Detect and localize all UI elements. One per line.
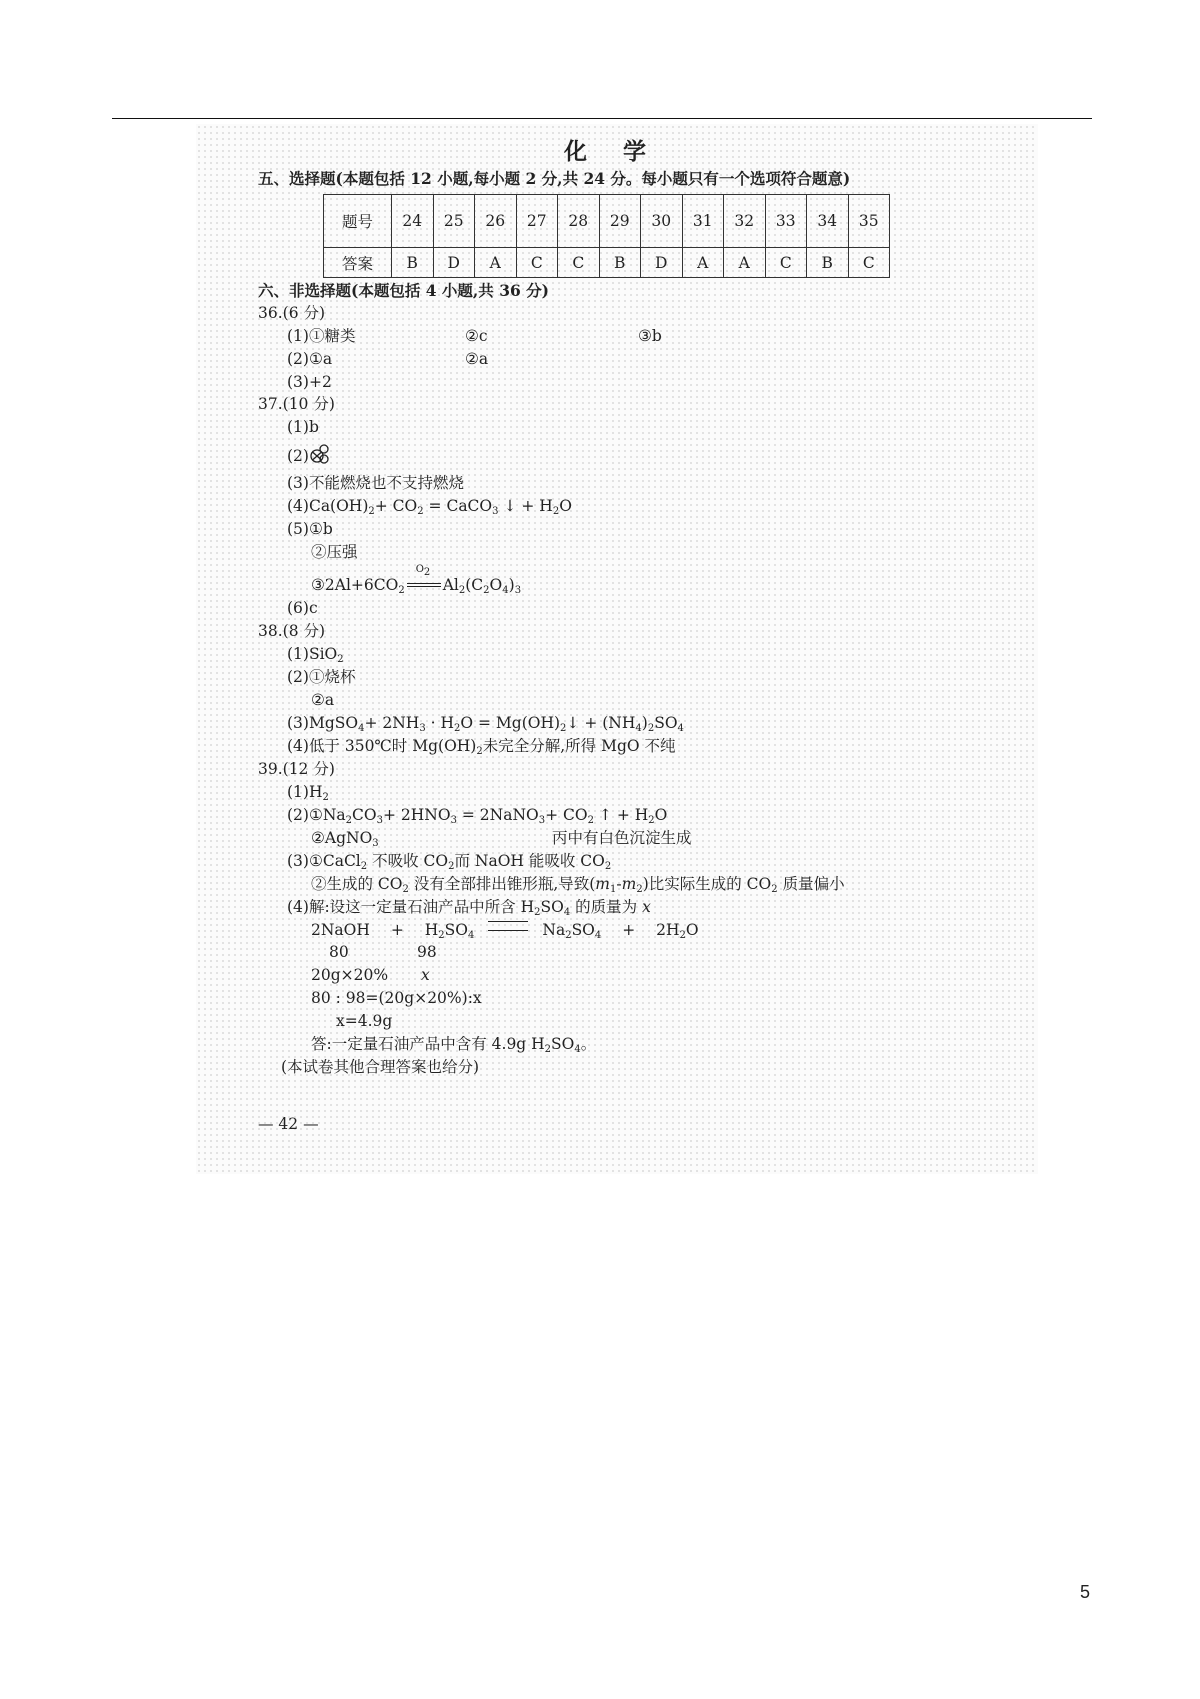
text-part: SO xyxy=(551,1035,575,1053)
text-part: + CO xyxy=(545,806,588,824)
subscript: 2 xyxy=(417,506,424,517)
q39-line2c: 丙中有白色沉淀生成 xyxy=(552,829,692,847)
q37-line6: (6)c xyxy=(287,599,318,617)
text-part: O xyxy=(685,921,699,939)
q39-line3 xyxy=(287,851,611,871)
subscript: 2 xyxy=(458,585,466,596)
subscript: 2 xyxy=(448,861,455,872)
text-part: 的质量为 xyxy=(575,898,638,916)
table-cell: 28 xyxy=(558,195,600,248)
subscript: 2 xyxy=(679,930,686,941)
subscript: 3 xyxy=(492,506,499,517)
text-part: = CaCO xyxy=(428,497,493,515)
table-cell: D xyxy=(641,248,683,278)
text-part: + CO xyxy=(374,497,418,515)
equals-sign xyxy=(488,921,528,931)
condition-label xyxy=(415,564,431,578)
q37-line1: (1)b xyxy=(287,418,319,436)
text-part: ②AgNO xyxy=(311,829,373,847)
subscript: 2 xyxy=(483,585,490,596)
q36-line1b: ②c xyxy=(465,327,488,345)
q39-line4 xyxy=(287,897,651,917)
table-cell: A xyxy=(682,248,724,278)
text-part: O xyxy=(559,497,572,515)
q36-line1a: (1)①糖类 xyxy=(287,327,356,345)
q38-line2: (2)①烧杯 xyxy=(287,668,356,686)
subscript: 4 xyxy=(574,1044,581,1055)
table-cell: C xyxy=(558,248,600,278)
table-cell: 30 xyxy=(641,195,683,248)
table-cell: B xyxy=(807,248,849,278)
text-part: 2H xyxy=(656,921,680,939)
table-cell: B xyxy=(599,248,641,278)
subscript: 2 xyxy=(647,723,655,734)
subscript: 3 xyxy=(372,838,379,849)
q36-line2b: ②a xyxy=(465,350,489,368)
subscript: 2 xyxy=(360,861,368,872)
subscript: 2 xyxy=(368,506,375,517)
q39-line3b xyxy=(311,874,845,894)
subscript: 2 xyxy=(552,506,560,517)
q39-note: (本试卷其他合理答案也给分) xyxy=(281,1058,480,1076)
text-part: O = Mg(OH) xyxy=(460,714,561,732)
row-header-ans: 答案 xyxy=(324,248,392,278)
table-row xyxy=(324,248,890,278)
q39-mass80: 80 xyxy=(329,943,349,961)
subscript: 3 xyxy=(514,585,522,596)
q38-line1 xyxy=(287,644,344,664)
q37-line2 xyxy=(287,443,331,470)
text-part: 答:一定量石油产品中含有 4.9g H xyxy=(311,1035,545,1053)
subscript: 4 xyxy=(677,723,684,734)
text-part: ②生成的 CO xyxy=(311,875,403,893)
text-part: · H xyxy=(430,714,454,732)
text-part: (1)H xyxy=(287,783,323,801)
text-part: CO xyxy=(352,806,377,824)
q37-head: 37.(10 分) xyxy=(258,395,335,413)
text-part: (4)低于 350℃时 Mg(OH) xyxy=(287,737,477,755)
text-part: m xyxy=(595,875,610,893)
q38-line4 xyxy=(287,736,676,756)
subscript: 4 xyxy=(358,723,365,734)
reaction-condition xyxy=(405,564,443,595)
answer-table xyxy=(323,194,890,278)
text-part: (4)Ca(OH) xyxy=(287,497,369,515)
subscript: 4 xyxy=(468,930,475,941)
q39-given: 20g×20% xyxy=(311,966,389,984)
subscript: 3 xyxy=(450,815,457,826)
subscript: 2 xyxy=(534,907,541,918)
atom-model-icon xyxy=(309,443,331,470)
text-part: O xyxy=(489,576,503,594)
subscript: 4 xyxy=(502,585,509,596)
table-cell: 25 xyxy=(433,195,475,248)
text-part: + xyxy=(622,921,636,939)
section5-heading: 五、选择题(本题包括 12 小题,每小题 2 分,共 24 分。每小题只有一个选项符合题意) xyxy=(258,169,851,188)
text-part: ③2Al+6CO xyxy=(311,576,399,594)
text-part: 而 NaOH 能吸收 CO xyxy=(454,852,605,870)
text-part: 2NaOH xyxy=(311,921,370,939)
equals-line xyxy=(407,583,441,584)
page-number: 5 xyxy=(1080,1582,1091,1602)
text-part: x xyxy=(642,898,651,916)
equals-line xyxy=(407,586,441,587)
q37-line5: (5)①b xyxy=(287,520,333,538)
subscript: 3 xyxy=(376,815,383,826)
text-part: (3)①CaCl xyxy=(287,852,361,870)
text-part: 质量偏小 xyxy=(782,875,845,893)
page-title: 化 学 xyxy=(563,138,660,165)
table-row xyxy=(324,195,890,248)
subscript: 2 xyxy=(604,861,612,872)
q39-result: x=4.9g xyxy=(336,1012,393,1030)
subscript: 4 xyxy=(594,930,602,941)
subscript: 3 xyxy=(538,815,546,826)
subscript: 2 xyxy=(587,815,594,826)
table-cell: A xyxy=(724,248,766,278)
text-part: SO xyxy=(654,714,678,732)
header-rule xyxy=(112,118,1092,119)
q36-line2a: (2)①a xyxy=(287,350,333,368)
subscript: 2 xyxy=(771,884,778,895)
text-part: + 2HNO xyxy=(382,806,451,824)
text-part: (3)MgSO xyxy=(287,714,359,732)
q36-line1c: ③b xyxy=(638,327,662,345)
q39-head: 39.(12 分) xyxy=(258,760,335,778)
q37-line2-label: (2) xyxy=(287,447,309,465)
q36-head: 36.(6 分) xyxy=(258,304,326,322)
text-part: H xyxy=(424,921,439,939)
text-part: )比实际生成的 CO xyxy=(642,875,772,893)
q39-line2 xyxy=(287,805,667,825)
subscript: 1 xyxy=(610,884,617,895)
q38-line3 xyxy=(287,713,684,733)
table-cell: 31 xyxy=(682,195,724,248)
q39-line2b xyxy=(311,828,379,848)
table-cell: B xyxy=(392,248,434,278)
table-cell: C xyxy=(516,248,558,278)
table-cell: 32 xyxy=(724,195,766,248)
q39-unknown: x xyxy=(421,966,430,984)
subscript: 2 xyxy=(345,815,353,826)
subscript: 2 xyxy=(398,585,405,596)
text-part: Na xyxy=(542,921,566,939)
q37-line5c xyxy=(311,564,522,596)
text-part: + 2NH xyxy=(364,714,420,732)
table-cell: 29 xyxy=(599,195,641,248)
table-cell: 27 xyxy=(516,195,558,248)
text-part: SO xyxy=(444,921,468,939)
subscript: 4 xyxy=(563,907,571,918)
subscript: 2 xyxy=(402,884,409,895)
text-part: ↓ + H xyxy=(503,497,553,515)
subscript: 2 xyxy=(337,654,344,665)
subscript: 2 xyxy=(476,746,483,757)
text-part: Al xyxy=(442,576,459,594)
q39-ratio: 80 : 98=(20g×20%):x xyxy=(311,989,482,1007)
table-cell: C xyxy=(765,248,807,278)
text-part: ) xyxy=(641,714,648,732)
text-part: ↓ + (NH xyxy=(566,714,636,732)
text-part: (C xyxy=(465,576,484,594)
subscript: 2 xyxy=(560,723,567,734)
q39-line1 xyxy=(287,782,329,802)
text-part: 没有全部排出锥形瓶,导致( xyxy=(413,875,596,893)
text-part: ) xyxy=(508,576,515,594)
text-part: SO xyxy=(540,898,564,916)
table-cell: C xyxy=(848,248,890,278)
subscript: 2 xyxy=(636,884,643,895)
section6-heading: 六、非选择题(本题包括 4 小题,共 36 分) xyxy=(258,281,550,300)
text-part: = 2NaNO xyxy=(461,806,539,824)
table-cell: D xyxy=(433,248,475,278)
q37-line4 xyxy=(287,496,572,516)
table-cell: 26 xyxy=(475,195,517,248)
footer-page: — 42 — xyxy=(258,1115,319,1133)
table-cell: A xyxy=(475,248,517,278)
subscript: 2 xyxy=(438,930,445,941)
subscript: 2 xyxy=(423,567,431,578)
text-part: (2)①Na xyxy=(287,806,346,824)
q39-equation xyxy=(311,920,699,940)
row-header-no: 题号 xyxy=(324,195,392,248)
subscript: 4 xyxy=(635,723,642,734)
subscript: 2 xyxy=(544,1044,552,1055)
table-cell: 24 xyxy=(392,195,434,248)
table-cell: 35 xyxy=(848,195,890,248)
text-part: (1)SiO xyxy=(287,645,338,663)
text-part: 未完全分解,所得 MgO 不纯 xyxy=(482,737,676,755)
subscript: 2 xyxy=(565,930,572,941)
q38-head: 38.(8 分) xyxy=(258,622,326,640)
text-part: (4)解:设这一定量石油产品中所含 H xyxy=(287,898,535,916)
q37-line3: (3)不能燃烧也不支持燃烧 xyxy=(287,474,464,492)
q36-line3: (3)+2 xyxy=(287,373,332,391)
text-part: 不吸收 CO xyxy=(372,852,449,870)
text-part: 。 xyxy=(580,1035,597,1053)
subscript: 2 xyxy=(454,723,461,734)
q39-answer xyxy=(311,1034,596,1054)
text-part: - xyxy=(616,875,622,893)
table-cell: 34 xyxy=(807,195,849,248)
text-part: ↑ + H xyxy=(598,806,649,824)
subscript: 3 xyxy=(419,723,426,734)
table-cell: 33 xyxy=(765,195,807,248)
q39-mass98: 98 xyxy=(417,943,437,961)
text-part: SO xyxy=(571,921,595,939)
text-part: + xyxy=(390,921,404,939)
q37-line5b: ②压强 xyxy=(311,543,358,561)
subscript: 2 xyxy=(322,792,329,803)
subscript: 2 xyxy=(648,815,655,826)
text-part: O xyxy=(654,806,668,824)
text-part: m xyxy=(621,875,637,893)
text-part: O xyxy=(415,564,424,575)
q38-line2b: ②a xyxy=(311,691,335,709)
